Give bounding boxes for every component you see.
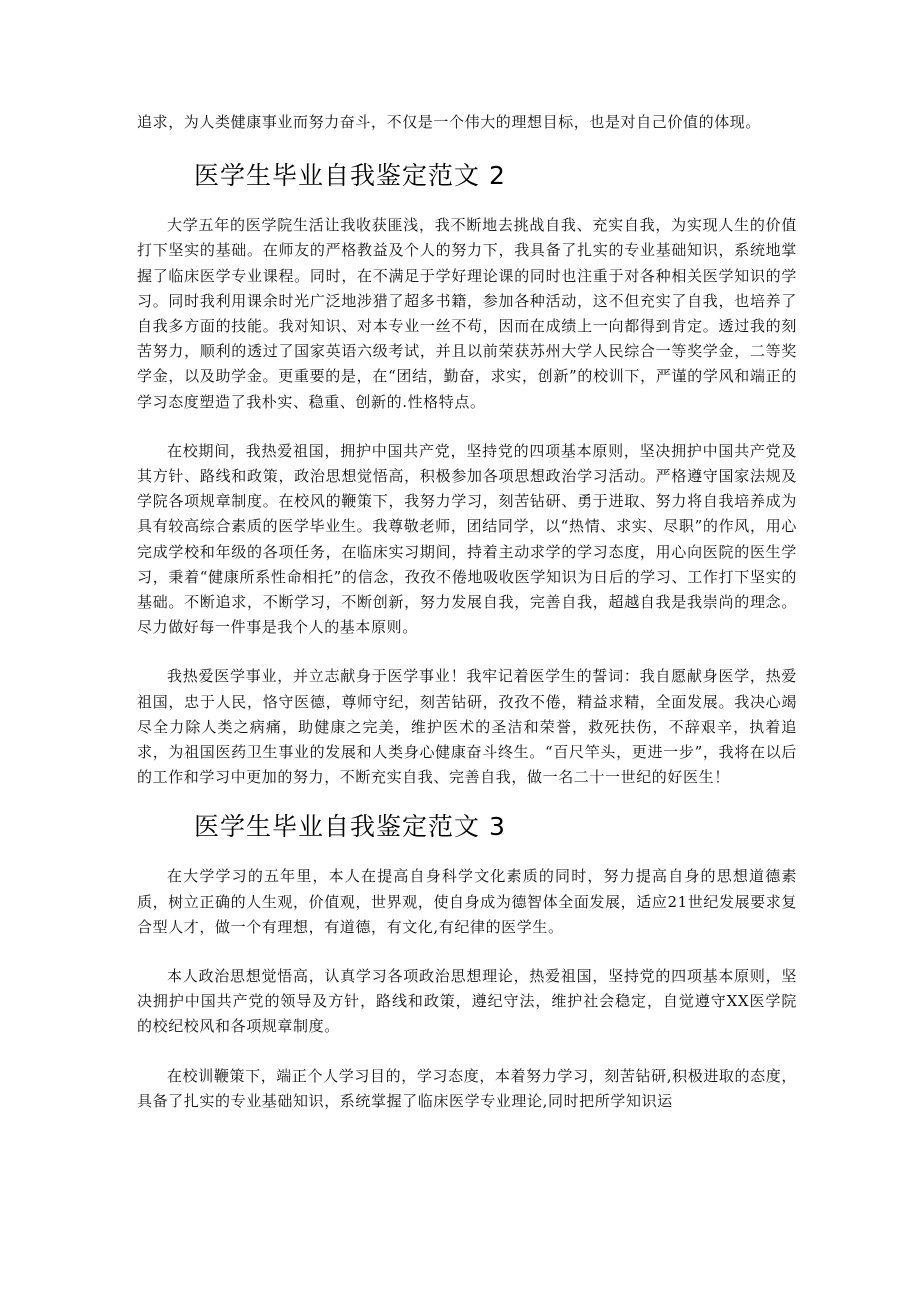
section-2-paragraph-1: 大学五年的医学院生活让我收获匪浅，我不断地去挑战自我、充实自我，为实现人生的价值打下坚实的基础。在师友的严格教益及个人的努力下，我具备了扎实的专业基础知识，系统地掌握了临床医学专业课程。同时，在不满足于学好理论课的同时也注重于对各种相关医学知识的学习。同时我利用课余时光广泛地涉猎了超多书籍，参加各种活动，这不但充实了自我，也培养了自我多方面的技能。我对知识、对本专业一丝不苟，因而在成绩上一向都得到肯定。透过我的刻苦努力，顺利的透过了国家英语六级考试，并且以前荣获苏州大学人民综合一等奖学金，二等奖学金，以及助学金。更重要的是，在“团结，勤奋，求实，创新”的校训下，严谨的学风和端正的学习态度塑造了我朴实、稳重、创新的.性格特点。: [137, 216, 797, 411]
section-3-paragraph-2: 本人政治思想觉悟高，认真学习各项政治思想理论，热爱祖国，坚持党的四项基本原则，坚决拥护中国共产党的领导及方针，路线和政策，遵纪守法，维护社会稳定，自觉遵守XX医学院的校纪校风和各项规章制度。: [137, 967, 797, 1036]
section-3-paragraph-3: 在校训鞭策下，端正个人学习目的，学习态度，本着努力学习，刻苦钻研,积极进取的态度，具备了扎实的专业基础知识，系统掌握了临床医学专业理论,同时把所学知识运: [137, 1066, 797, 1110]
section-3-paragraph-1: 在大学学习的五年里，本人在提高自身科学文化素质的同时，努力提高自身的思想道德素质，树立正确的人生观，价值观，世界观，使自身成为德智体全面发展，适应21世纪发展要求复合型人才，做一个有理想，有道德，有文化,有纪律的医学生。: [137, 867, 797, 936]
section-3-title: 医学生毕业自我鉴定范文 3: [194, 812, 506, 842]
section-2-paragraph-2: 在校期间，我热爱祖国，拥护中国共产党，坚持党的四项基本原则，坚决拥护中国共产党及其方针、路线和政策，政治思想觉悟高，积极参加各项思想政治学习活动。严格遵守国家法规及学院各项规章制度。在校风的鞭策下，我努力学习，刻苦钻研、勇于进取、努力将自我培养成为具有较高综合素质的医学毕业生。我尊敬老师，团结同学，以“热情、求实、尽职”的作风，用心完成学校和年级的各项任务，在临床实习期间，持着主动求学的学习态度，用心向医院的医生学习，秉着“健康所系性命相托”的信念，孜孜不倦地吸收医学知识为日后的学习、工作打下坚实的基础。不断追求，不断学习，不断创新，努力发展自我，完善自我，超越自我是我崇尚的理念。尽力做好每一件事是我个人的基本原则。: [137, 441, 797, 637]
document-body: [137, 110, 797, 1114]
intro-fragment-paragraph: 追求，为人类健康事业而努力奋斗，不仅是一个伟大的理想目标，也是对自己价值的体现。: [137, 113, 762, 131]
section-2-title: 医学生毕业自我鉴定范文 2: [194, 161, 506, 191]
section-2-paragraph-3: 我热爱医学事业，并立志献身于医学事业！我牢记着医学生的誓词：我自愿献身医学，热爱祖国，忠于人民，恪守医德，尊师守纪，刻苦钻研，孜孜不倦，精益求精，全面发展。我决心竭尽全力除人类之病痛，助健康之完美，维护医术的圣洁和荣誉，救死扶伤，不辞艰辛，执着追求，为祖国医药卫生事业的发展和人类身心健康奋斗终生。“百尺竿头，更进一步”，我将在以后的工作和学习中更加的努力，不断充实自我、完善自我，做一名二十一世纪的好医生！: [137, 667, 797, 787]
